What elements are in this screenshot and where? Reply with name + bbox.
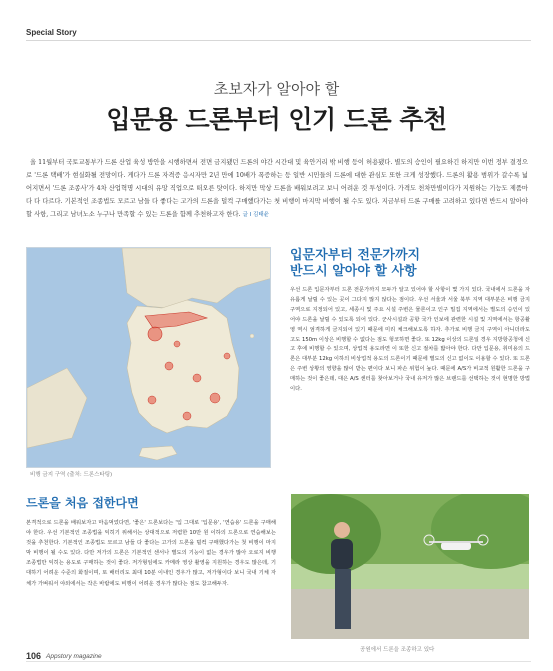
park-drone-illustration <box>291 494 529 639</box>
sidebar-heading-line2: 반드시 알아야 할 사항 <box>290 264 417 279</box>
byline: 글 I 김태윤 <box>242 212 269 218</box>
map-illustration <box>27 248 271 468</box>
sidebar-body: 우선 드론 입문자부터 드론 전문가까지 모두가 알고 있어야 할 사항이 몇 가지 있다. 국내에서 드론을 자유롭게 날릴 수 있는 곳이 그다지 많지 않다는 점이다. 우선 서울과 서울 북부 지역 대부분은 비행 금지 구역으로 지정되어 있고, 세종시 및 주요 시설 주변은 물론이고 인구 밀집 지역에서는 별도의 승인이 있어야 드론을 날릴 수 있도록 되어 있다. 군사시설과 공항 국가 인보에 관련한 시설 및 지역에서는 항공촬영 역시 엄격하게 금지되어 있기 때문에 미리 체크해보도록 하자. 추가로 비행 금지 구역이 아니더라도 고도 150m 이상은 비행할 수 없다는 점도 헝코하면 좋다. 또 12kg 이상의 드론일 경우 지방항공청에 신고 후에 비행할 수 있으며, 상업적 용도라면 이 또한 신고 절차를 밟아야 한다. 다만 입문용, 취미용의 드론은 대부분 12kg 이하의 비상업적 용도의 드론이기 때문에 별도의 신고 없이도 이용할 수 있다. 또 드론은 주변 상황의 영향을 많이 받는 편이다 보니 파손 위험이 높다. 때문에 A/S가 비교적 원활한 드론을 구매하는 것이 좋은데, 대은 A/S 센터를 찾아보거나 국내 유저가 많은 브랜드를 선택하는 것이 현명한 방법이다. <box>290 287 530 393</box>
section-body: 본격적으로 드론을 배워보자고 마음먹었다면, '좋은' 드론보다는 '입 그대로 '입문용', '연습용' 드론을 구매해야 한다. 우선 기본적인 조종법을 익히기 위해서는 상대적으로 저렴한 10만 원 이하의 드론으로 연습해보는 것을 추천한다. 기본적인 조종법도 모르고 남들 다 좋다는 고가의 드론을 덜컥 구매했다가는 첫 비행이 마지막 비행이 될 수도 있다. 다만 저가의 드론은 기본적인 센서나 별도의 기능이 없는 경우가 많아 오로지 비행 조종법만 익히는 용도로 구매하는 것이 좋다. 저가형임에도 카메라 영상 촬영을 지원하는 경우도 많은데, 기대하기 어려운 수준의 화질이며, 또 배터리도 최대 10분 이내인 경우가 많고, 저가형이다 보니 국내 기체 자체가 가벼워서 야외에서는 작은 바람에도 비행이 어려운 경우가 많다는 점도 참고해두자. <box>26 520 276 587</box>
page-number: 106 <box>26 651 42 661</box>
article-title: 입문용 드론부터 인기 드론 추천 <box>106 105 447 134</box>
section-heading: 드론을 처음 접한다면 <box>26 496 139 510</box>
lead-paragraph <box>26 156 528 222</box>
map-caption: 비행 금지 구역 (출처: 드론스타팅) <box>30 472 113 478</box>
sidebar-heading <box>290 248 530 280</box>
no-fly-zone-map <box>26 247 271 468</box>
photo-caption: 공원에서 드론을 조종하고 있다 <box>360 647 435 653</box>
sidebar-heading-line1: 입문자부터 전문가까지 <box>290 248 421 263</box>
footer-divider <box>26 661 531 662</box>
header-divider <box>26 40 531 41</box>
lead-text: 올 11월부터 국토교통부가 드론 산업 육성 방안을 시행하면서 전면 금지됐던 드론의 야간 시간대 및 육안거리 밖 비행 등이 허용됐다. 별도의 승인이 필요하긴 하지만 이번 정부 결정으로 '드론 택배'가 현실화될 전망이다. 게다가 드론 자격증 응시자만 2년 만에 10배가 폭증하는 등 일반 시민들의 드론에 대한 관심도 또한 크게 성장했다. 드론의 활용 범위가 갈수록 넓어지면서 '드론 조종사'가 4차 산업혁명 시대의 유망 직업으로 떠오른 탓이다. 하지만 막상 드론을 배워보려고 보니 어려운 것 투성이다. 가격도 천차만별이다가 지원하는 기능도 제품마다 다 다르다. 기본적인 조종법도 모르고 남들 다 좋다는 고가의 드론을 덜컥 구매했다가는 첫 비행이 마지막 비행이 될 수도 있다. 지금부터 드론 구매를 고려하고 있다면 반드시 알아야 할 사항, 그리고 남녀노소 누구나 만족할 수 있는 드론을 함께 추천하고자 한다. <box>26 159 529 218</box>
article-subtitle: 초보자가 알아야 할 <box>213 80 340 98</box>
drone-photo <box>291 494 529 639</box>
magazine-name: Appstory magazine <box>46 653 102 660</box>
section-label: Special Story <box>26 28 77 37</box>
